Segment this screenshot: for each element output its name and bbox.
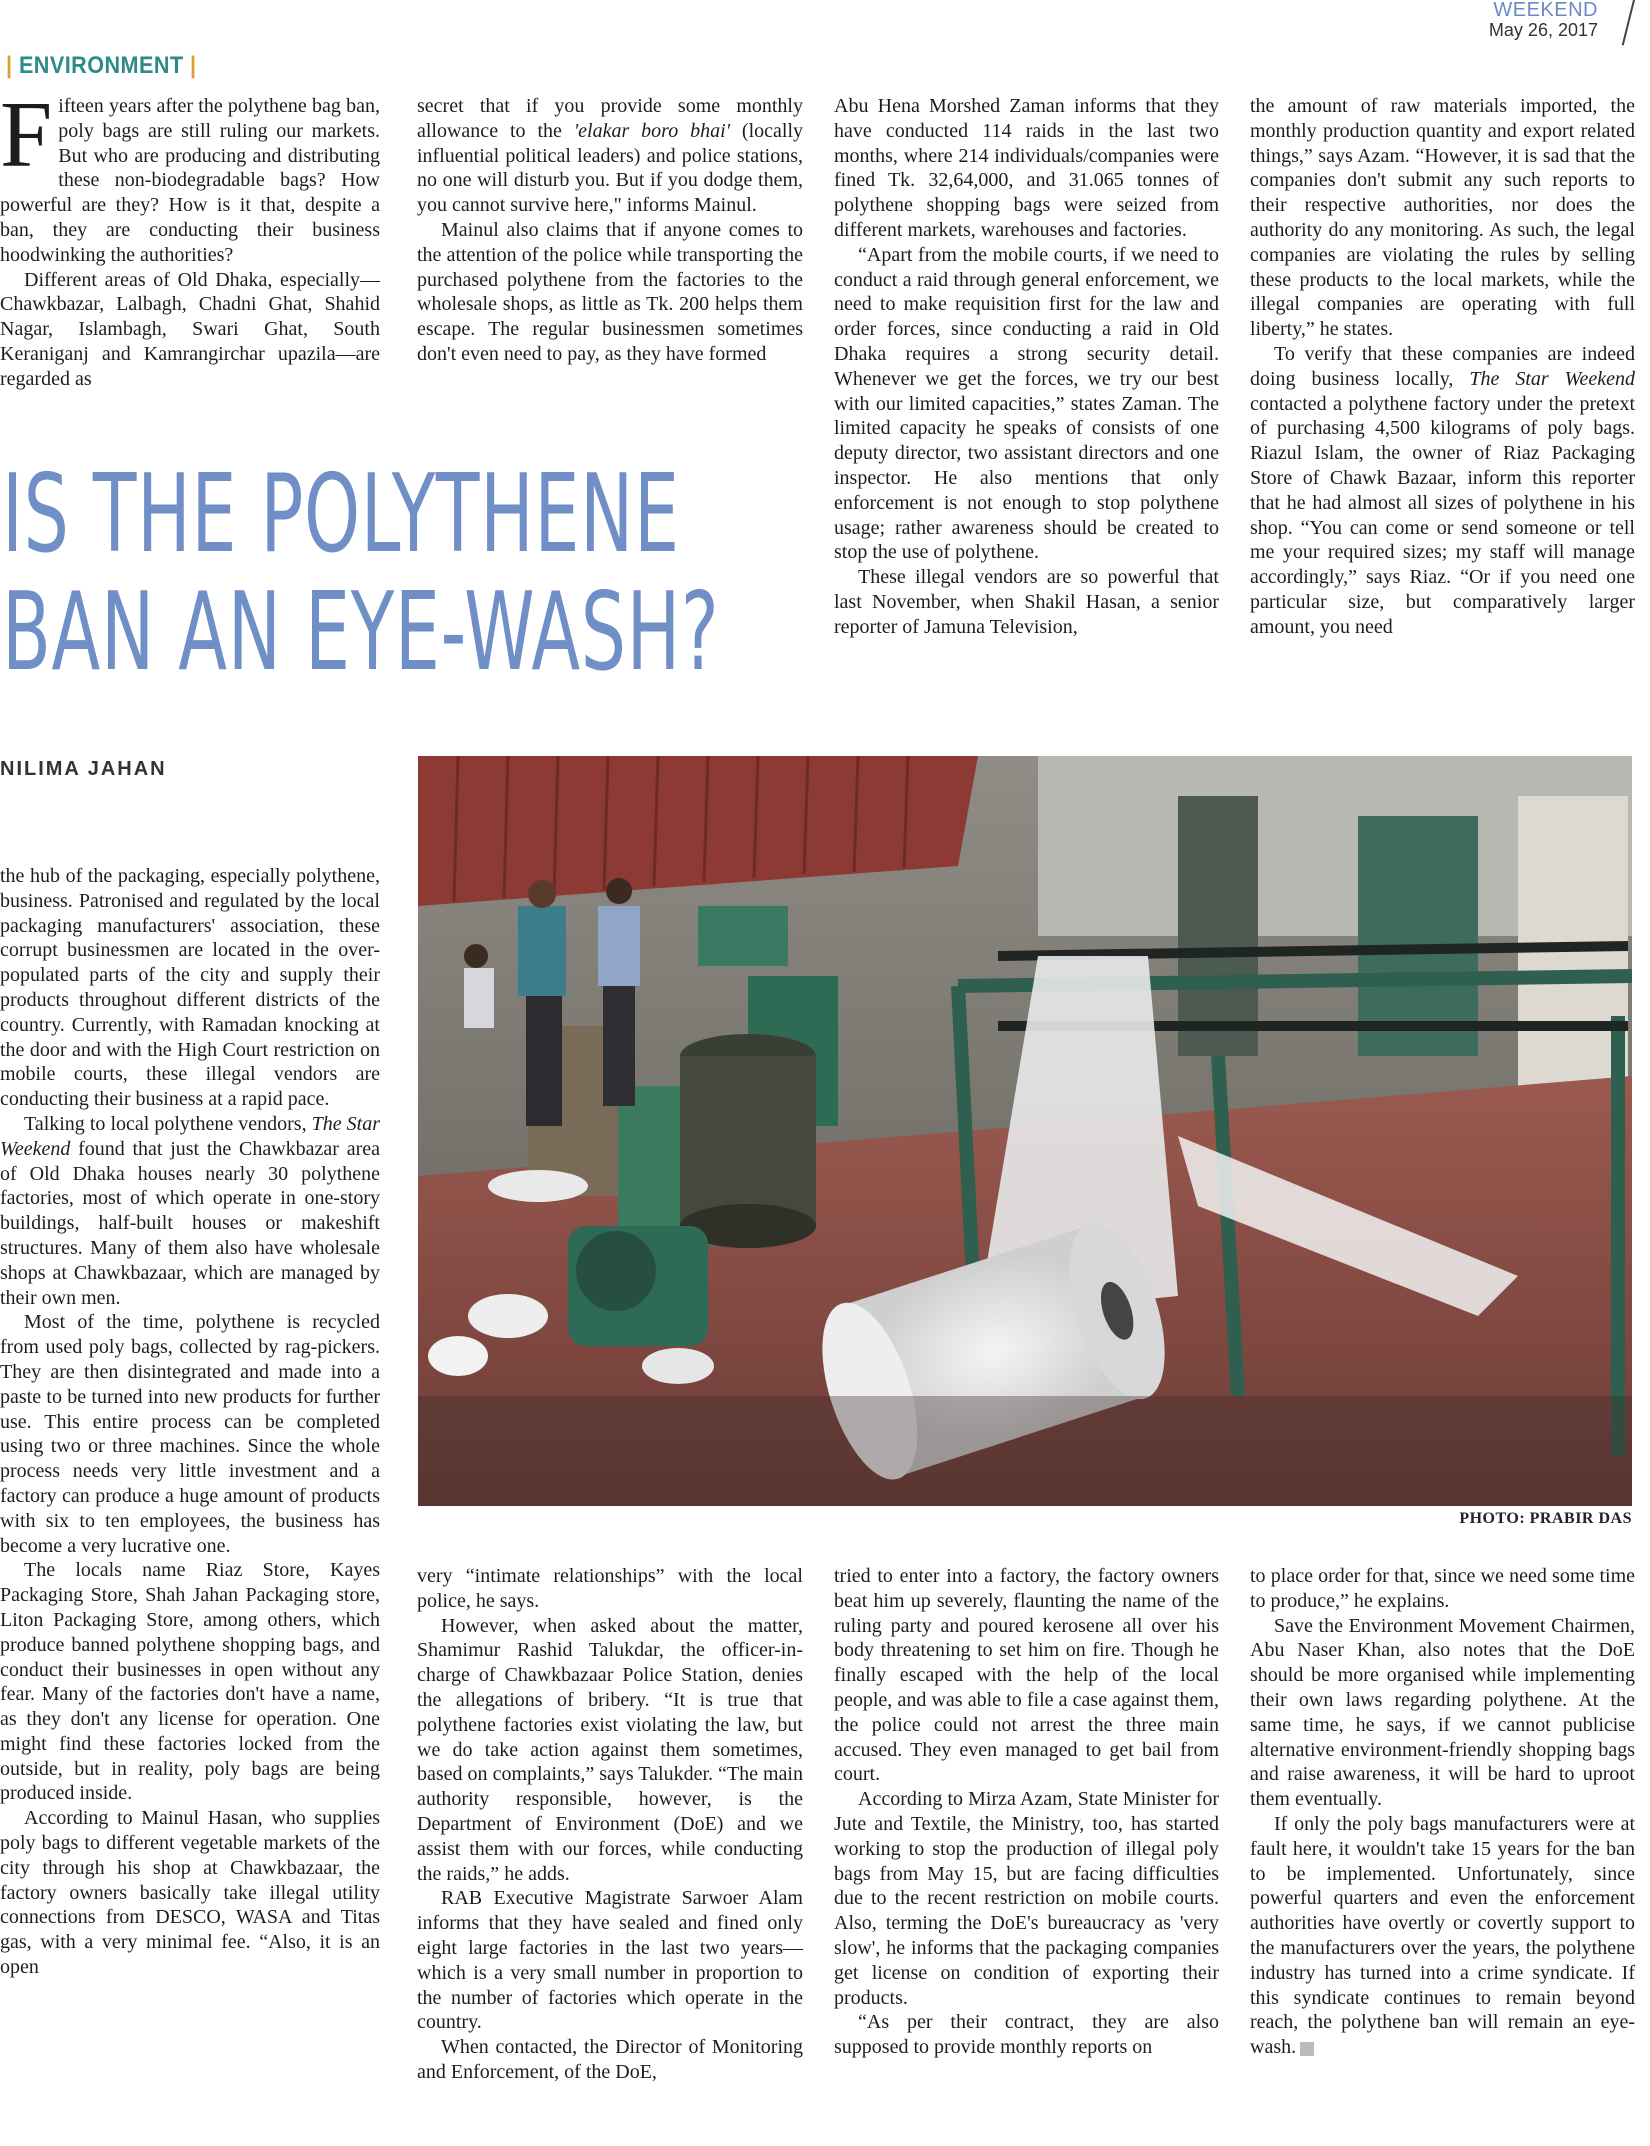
photo-credit: PHOTO: PRABIR DAS [1459,1510,1632,1527]
column-4-bottom [1250,1564,1635,2060]
paragraph: tried to enter into a factory, the factory owners beat him up severely, flaunting the name of the ruling party and poured kerosene all over his body threatening to set him on fire. Though he finally escaped with the help of the local people, and was able to file a case against them, the police could not arrest the three main accused. They even managed to get bail from court. [834,1565,1219,1786]
paragraph: “As per their contract, they are also supposed to provide monthly reports on [834,2011,1219,2059]
column-1-top [0,83,380,392]
paragraph: According to Mirza Azam, State Minister for Jute and Textile, the Ministry, too, has started working to stop the production of illegal poly bags from May 15, but are facing difficulties due to the recent restriction on mobile courts. Also, terming the DoE's bureaucracy as 'very slow', he informs that the packaging companies get license on condition of exporting their products. [834,1788,1219,2009]
paragraph: the amount of raw materials imported, the monthly production quantity and export related things,” says Azam. “However, it is sad that the companies don't submit any such reports to their respective authorities, nor does the authority do any monitoring. As such, the legal companies are violating the rules by selling these products to the local markets, while the illegal companies are operating with full liberty,” he states. [1250,95,1635,341]
paragraph: Most of the time, polythene is recycled from used poly bags, collected by rag-pickers. They are then disintegrated and made into a paste to be turned into new products for further use. This entire process can be completed using two or three machines. Since the whole process needs very little investment and a factory can produce a huge amount of products with six to ten employees, the business has become a very lucrative one. [0,1311,380,1557]
section-name: ENVIRONMENT [18,52,184,79]
paragraph: When contacted, the Director of Monitoring and Enforcement, of the DoE, [417,2036,803,2083]
masthead-slash [1622,0,1637,45]
headline-line-2: BAN AN EYE-WASH? [2,570,720,695]
paragraph: the hub of the packaging, especially polythene, business. Patronised and regulated by the local packaging manufacturers' association, these corrupt businessmen are located in the over-populated parts of the city and supply their products throughout different districts of the country. Currently, with Ramadan knocking at the door and with the High Court restriction on mobile courts, these illegal vendors are conducting their business at a rapid pace. [0,865,380,1111]
masthead [1489,0,1598,40]
byline: NILIMA JAHAN [0,758,167,780]
section-label: | ENVIRONMENT | [6,52,197,79]
paragraph: Save the Environment Movement Chairmen, Abu Naser Khan, also notes that the DoE should be more organised while implementing their own laws regarding polythene. At the same time, he says, if we cannot publicise alternative environment-friendly shopping bags and raise awareness, it will be hard to uproot them eventually. [1250,1614,1635,1811]
lead-paragraph: Fifteen years after the polythene bag ban, poly bags are still ruling our markets. But who are producing and distributing these non-biodegradable bags? How powerful are they? How is it that, despite a ban, they are conducting their business hoodwinking the authorities? [0,83,380,266]
paragraph: very “intimate relationships” with the local police, he says. [417,1565,803,1612]
paragraph: If only the poly bags manufacturers were at fault here, it wouldn't take 15 years for the ban to be implemented. Unfortunately, since powerful quarters and even the enforcement authorities have overtly or covertly support to the manufacturers over the years, the polythene industry has turned into a crime syndicate. If this syndicate continues to remain beyond reach, the polythene ban will remain an eye-wash. [1250,1812,1635,2059]
column-2-bottom [417,1564,803,2085]
paragraph: “Apart from the mobile courts, if we need to conduct a raid through general enforcement, we need to make requisition first for the law and order forces, since conducting a raid in Old Dhaka requires a strong security detail. Whenever we get the forces, we try our best with our limited capacities,” states Zaman. The limited capacity he speaks of consists of one deputy director, two assistant directors and one inspector. He also mentions that only enforcement is not enough to stop polythene usage; rather awareness should be created to stop the use of polythene. [834,243,1219,564]
column-3-bottom [834,1564,1219,2060]
factory-photo [418,756,1632,1506]
magazine-name: WEEKEND [1493,0,1598,21]
paragraph: These illegal vendors are so powerful that last November, when Shakil Hasan, a senior reporter of Jamuna Television, [834,566,1219,638]
paragraph: The locals name Riaz Store, Kayes Packaging Store, Shah Jahan Packaging store, Liton Packaging Store, among others, which produce banned polythene shopping bags, and conduct their businesses in open without any fear. Many of the factories don't have a name, as they don't any license for operation. One might find these factories locked from the outside, but in reality, poly bags are being produced inside. [0,1559,380,1805]
paragraph: Abu Hena Morshed Zaman informs that they have conducted 114 raids in the last two months, where 214 individuals/companies were fined Tk. 32,64,000, and 31.065 tonnes of polythene shopping bags were seized from different markets, warehouses and factories. [834,95,1219,241]
column-2-top [417,94,803,367]
column-1-bottom [0,864,380,1980]
paragraph: to place order for that, since we need some time to produce,” he explains. [1250,1565,1635,1612]
paragraph: According to Mainul Hasan, who supplies poly bags to different vegetable markets of the city through his shop at Chawkbazaar, the factory owners basically take illegal utility connections from DESCO, WASA and Titas gas, with a very minimal fee. “Also, it is an open [0,1807,380,1979]
issue-date: May 26, 2017 [1488,20,1598,40]
headline [2,452,720,695]
column-4-top [1250,94,1635,640]
paragraph: However, when asked about the matter, Shamimur Rashid Talukdar, the officer-in-charge of Chawkbazaar Police Station, denies the allegations of bribery. “It is true that polythene factories exist violating the law, but we do take action against them sometimes, based on complaints,” says Talukder. “The main authority responsible, however, is the Department of Environment (DoE) and we assist them with our forces, while conducting the raids,” he adds. [417,1614,803,1885]
end-mark [1300,2042,1314,2056]
paragraph: secret that if you provide some monthly allowance to the 'elakar boro bhai' (locally influential political leaders) and police stations, no one will disturb you. But if you dodge them, you cannot survive here," informs Mainul. [417,95,804,217]
paragraph: Different areas of Old Dhaka, especially—Chawkbazar, Lalbagh, Chadni Ghat, Shahid Nagar, Islambagh, Swari Ghat, South Keraniganj and Kamrangirchar upazila—are regarded as [0,268,380,390]
drop-cap: F [0,83,53,187]
paragraph: To verify that these companies are indeed doing business locally, The Star Weekend contacted a polythene factory under the pretext of purchasing 4,500 kilograms of poly bags. Riazul Islam, the owner of Riaz Packaging Store of Chawk Bazaar, inform this reporter that he had almost all sizes of polythene in his shop. “You can come or send someone or tell me your required sizes; my staff will manage accordingly,” says Riaz. “Or if you need one particular size, but comparatively larger amount, you need [1250,342,1636,638]
paragraph: RAB Executive Magistrate Sarwoer Alam informs that they have sealed and fined only eight large factories in the last two years—which is a very small number in proportion to the number of factories which operate in the country. [417,1887,803,2034]
paragraph: Mainul also claims that if anyone comes to the attention of the police while transporting the purchased polythene from the factories to the wholesale shops, as little as Tk. 200 helps them escape. The regular businessmen sometimes don't even need to pay, as they have formed [417,218,803,365]
column-3-top [834,94,1219,640]
headline-line-1: IS THE POLYTHENE [2,452,680,577]
paragraph: Talking to local polythene vendors, The Star Weekend found that just the Chawkbazar area of Old Dhaka houses nearly 30 polythene factories, most of which operate in one-story buildings, half-built houses or makeshift structures. Many of them also have wholesale shops at Chawkbazaar, which are managed by their own men. [0,1112,381,1309]
